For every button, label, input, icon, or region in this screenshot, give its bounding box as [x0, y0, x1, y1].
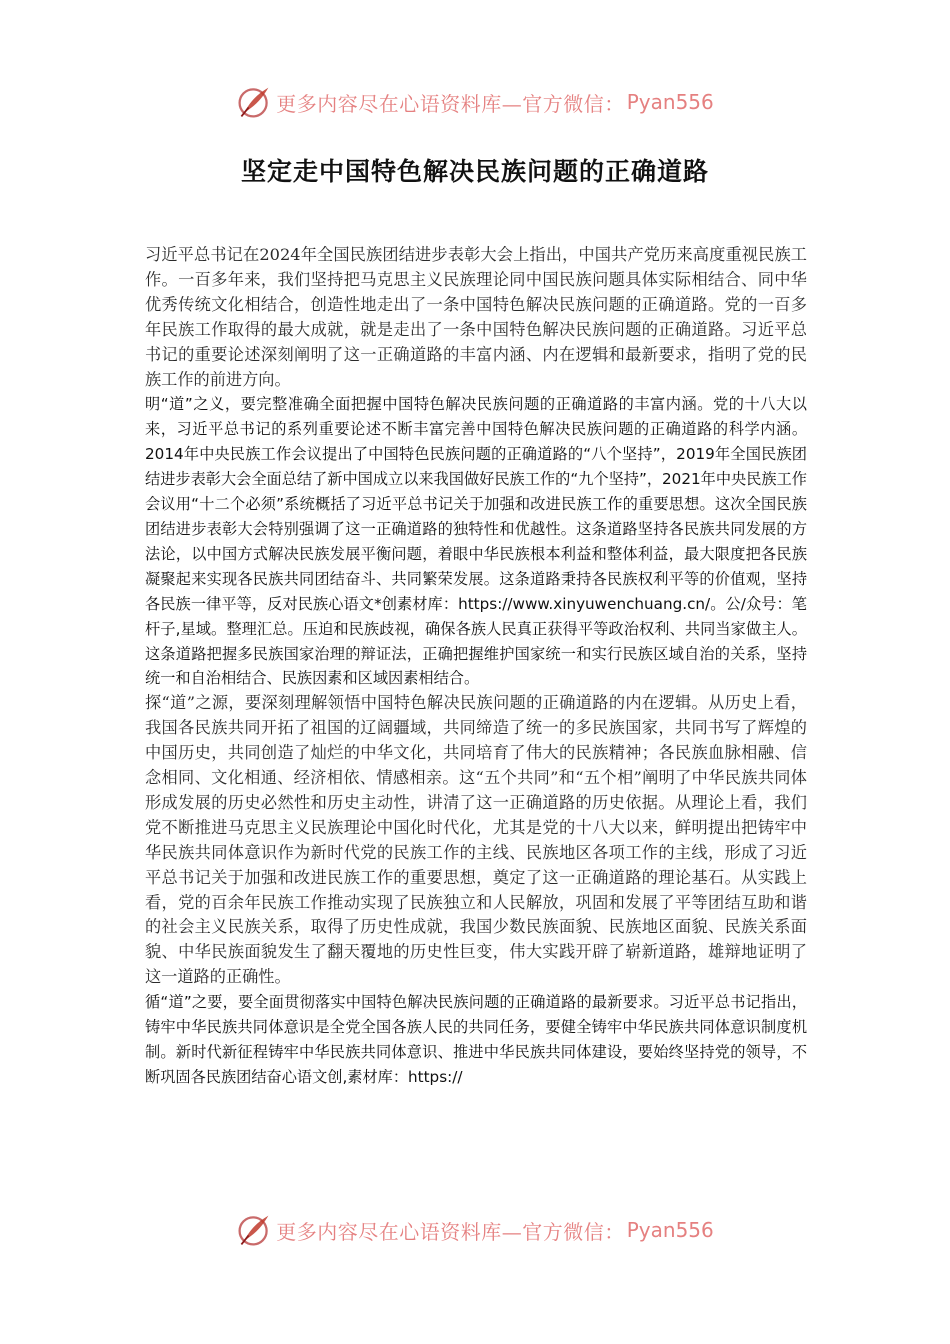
footer-watermark — [0, 1208, 950, 1252]
document-title: 坚定走中国特色解决民族问题的正确道路 — [240, 157, 709, 186]
document-body — [145, 243, 807, 1090]
wechat-id: Pyan556 — [626, 1218, 714, 1242]
wechat-id: Pyan556 — [626, 90, 714, 114]
watermark-text: 更多内容尽在心语资料库—官方微信： — [276, 1219, 625, 1244]
feather-logo-icon — [236, 84, 272, 120]
paragraph-intro: 习近平总书记在2024年全国民族团结进步表彰大会上指出，中国共产党历来高度重视民族工作。一百多年来，我们坚持把马克思主义民族理论同中国民族问题具体实际相结合、同中华优秀传统文化相结合，创造性地走出了一条中国特色解决民族问题的正确道路。党的一百多年民族工作取得的最大成就，就是走出了一条中国特色解决民族问题的正确道路。习近平总书记的重要论述深刻阐明了这一正确道路的丰富内涵、内在逻辑和最新要求，指明了党的民族工作的前进方向。 — [145, 245, 807, 389]
paragraph-requirements: 循“道”之要，要全面贯彻落实中国特色解决民族问题的正确道路的最新要求。习近平总书记指出，铸牢中华民族共同体意识是全党全国各族人民的共同任务，要健全铸牢中华民族共同体意识制度机制。新时代新征程铸牢中华民族共同体意识、推进中华民族共同体建设，要始终坚持党的领导，不断巩固各民族团结奋心语文创,素材库：https:// — [145, 993, 807, 1086]
header-watermark — [0, 80, 950, 124]
paragraph-origin: 探“道”之源，要深刻理解领悟中国特色解决民族问题的正确道路的内在逻辑。从历史上看，我国各民族共同开拓了祖国的辽阔疆域，共同缔造了统一的多民族国家，共同书写了辉煌的中国历史，共同创造了灿烂的中华文化，共同培育了伟大的民族精神；各民族血脉相融、信念相同、文化相通、经济相依、情感相亲。这“五个共同”和“五个相”阐明了中华民族共同体形成发展的历史必然性和历史主动性，讲清了这一正确道路的历史依据。从理论上看，我们党不断推进马克思主义民族理论中国化时代化，尤其是党的十八大以来，鲜明提出把铸牢中华民族共同体意识作为新时代党的民族工作的主线、民族地区各项工作的主线，形成了习近平总书记关于加强和改进民族工作的重要思想，奠定了这一正确道路的理论基石。从实践上看，党的百余年民族工作推动实现了民族独立和人民解放，巩固和发展了平等团结互助和谐的社会主义民族关系，取得了历史性成就，我国少数民族面貌、民族地区面貌、民族关系面貌、中华民族面貌发生了翻天覆地的历史性巨变，伟大实践开辟了崭新道路，雄辩地证明了这一道路的正确性。 — [145, 693, 807, 987]
feather-logo-icon — [236, 1212, 272, 1248]
watermark-text: 更多内容尽在心语资料库—官方微信： — [276, 91, 625, 116]
paragraph-meaning: 明“道”之义，要完整准确全面把握中国特色解决民族问题的正确道路的丰富内涵。党的十八大以来，习近平总书记的系列重要论述不断丰富完善中国特色解决民族问题的正确道路的科学内涵。2014年中央民族工作会议提出了中国特色民族问题的正确道路的“八个坚持”，2019年全国民族团结进步表彰大会全面总结了新中国成立以来我国做好民族工作的“九个坚持”，2021年中央民族工作会议用“十二个必须”系统概括了习近平总书记关于加强和改进民族工作的重要思想。这次全国民族团结进步表彰大会特别强调了这一正确道路的独特性和优越性。这条道路坚持各民族共同发展的方法论，以中国方式解决民族发展平衡问题，着眼中华民族根本利益和整体利益，最大限度把各民族凝聚起来实现各民族共同团结奋斗、共同繁荣发展。这条道路秉持各民族权利平等的价值观，坚持各民族一律平等，反对民族心语文*创素材库：https://www.xinyuwenchuang.cn/。公/众号：笔杆子,星域。整理汇总。压迫和民族歧视，确保各族人民真正获得平等政治权利、共同当家做主人。这条道路把握多民族国家治理的辩证法，正确把握维护国家统一和实行民族区域自治的关系，坚持统一和自治相结合、民族因素和区域因素相结合。 — [145, 395, 807, 688]
